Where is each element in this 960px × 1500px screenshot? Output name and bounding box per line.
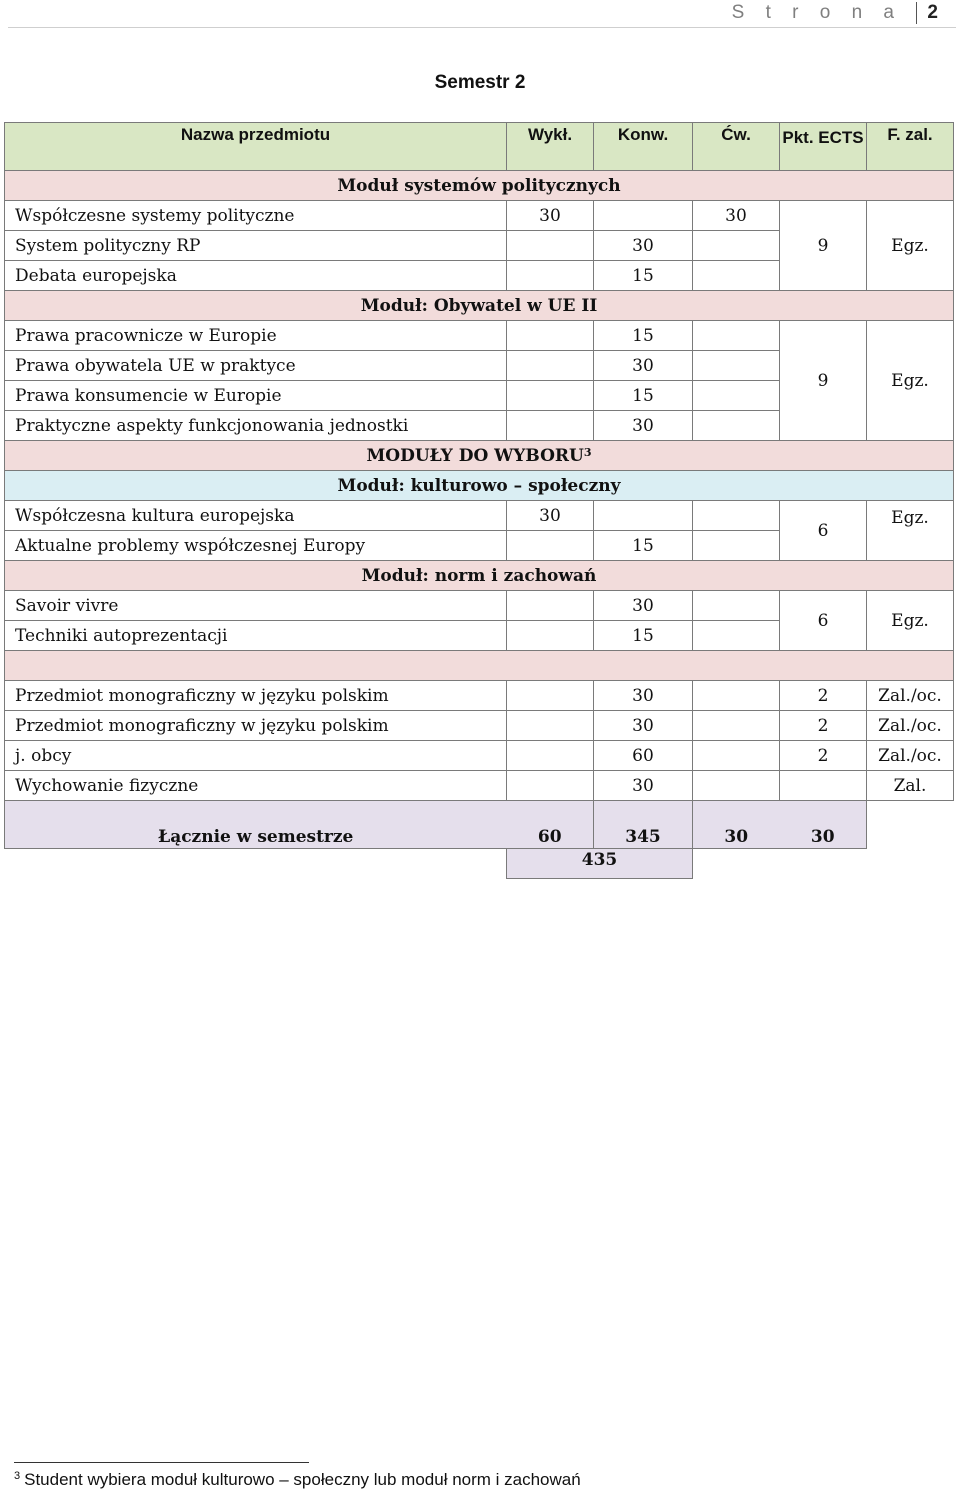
- wykl-cell: [507, 531, 594, 561]
- ects-cell: 9: [780, 321, 867, 441]
- table-row: [5, 591, 954, 621]
- konw-cell: 15: [594, 621, 693, 651]
- cw-cell: [693, 381, 780, 411]
- wykl-cell: [507, 711, 594, 741]
- footnote-mark: 3: [14, 1470, 21, 1482]
- subject-name: Współczesne systemy polityczne: [5, 201, 507, 231]
- wykl-cell: [507, 681, 594, 711]
- section-title: Moduł: norm i zachowań: [5, 561, 954, 591]
- wykl-cell: [507, 351, 594, 381]
- table-header-row: [5, 123, 954, 171]
- table-row: [5, 501, 954, 531]
- ects-cell: 2: [780, 741, 867, 771]
- subject-name: Praktyczne aspekty funkcjonowania jednostki: [5, 411, 507, 441]
- page-title: Semestr 2: [434, 72, 526, 93]
- footnote: [14, 1470, 581, 1490]
- section-title: Moduł: kulturowo – społeczny: [5, 471, 954, 501]
- section-title: Moduł systemów politycznych: [5, 171, 954, 201]
- ects-cell: 2: [780, 711, 867, 741]
- page-header: [0, 0, 960, 30]
- cw-cell: 30: [693, 201, 780, 231]
- cw-cell: [693, 531, 780, 561]
- wykl-cell: [507, 591, 594, 621]
- konw-cell: 30: [594, 591, 693, 621]
- konw-cell: 15: [594, 321, 693, 351]
- col-header-cw: Ćw.: [693, 123, 780, 171]
- ects-cell: 2: [780, 681, 867, 711]
- subject-name: Przedmiot monograficzny w języku polskim: [5, 681, 507, 711]
- totals-row: [5, 801, 954, 849]
- fzal-cell: Zal./oc.: [867, 681, 954, 711]
- konw-cell: [594, 501, 693, 531]
- subject-name: Wychowanie fizyczne: [5, 771, 507, 801]
- section-row: [5, 561, 954, 591]
- wykl-cell: [507, 411, 594, 441]
- table-row: [5, 711, 954, 741]
- konw-cell: 30: [594, 771, 693, 801]
- konw-cell: 15: [594, 261, 693, 291]
- konw-cell: 30: [594, 231, 693, 261]
- subject-name: Prawa konsumencie w Europie: [5, 381, 507, 411]
- curriculum-table: [4, 122, 954, 879]
- footnote-divider: [14, 1462, 309, 1463]
- footnote-ref: 3: [583, 445, 592, 459]
- wykl-cell: [507, 321, 594, 351]
- section-title: Moduł: Obywatel w UE II: [5, 291, 954, 321]
- elective-modules-title: MODUŁY DO WYBORU: [366, 445, 584, 466]
- wykl-cell: [507, 231, 594, 261]
- wykl-cell: [507, 381, 594, 411]
- blank-section: [5, 651, 954, 681]
- totals-sum-row: [5, 849, 954, 879]
- ects-cell: 9: [780, 201, 867, 291]
- cw-cell: [693, 741, 780, 771]
- konw-cell: 30: [594, 411, 693, 441]
- page-label: S t r o n a: [731, 2, 902, 23]
- totals-wykl: 60: [507, 801, 594, 849]
- wykl-cell: [507, 741, 594, 771]
- ects-cell: 6: [780, 501, 867, 561]
- cw-cell: [693, 501, 780, 531]
- table-row: [5, 321, 954, 351]
- section-row: [5, 291, 954, 321]
- subject-name: Debata europejska: [5, 261, 507, 291]
- cw-cell: [693, 351, 780, 381]
- footnote-text: Student wybiera moduł kulturowo – społeczny lub moduł norm i zachowań: [24, 1470, 581, 1489]
- col-header-konw: Konw.: [594, 123, 693, 171]
- konw-cell: 15: [594, 531, 693, 561]
- table-row: [5, 741, 954, 771]
- table-row: [5, 201, 954, 231]
- subject-name: Prawa obywatela UE w praktyce: [5, 351, 507, 381]
- fzal-cell: Egz.: [867, 321, 954, 441]
- subject-name: Techniki autoprezentacji: [5, 621, 507, 651]
- cw-cell: [693, 711, 780, 741]
- subject-name: Przedmiot monograficzny w języku polskim: [5, 711, 507, 741]
- col-header-wykl: Wykł.: [507, 123, 594, 171]
- fzal-cell: Zal.: [867, 771, 954, 801]
- fzal-cell: Egz.: [867, 501, 954, 561]
- section-title: [5, 441, 954, 471]
- col-header-ects: Pkt. ECTS: [780, 123, 867, 171]
- konw-cell: [594, 201, 693, 231]
- cw-cell: [693, 231, 780, 261]
- cw-cell: [693, 681, 780, 711]
- konw-cell: 30: [594, 681, 693, 711]
- konw-cell: 30: [594, 711, 693, 741]
- subject-name: Prawa pracownicze w Europie: [5, 321, 507, 351]
- subject-name: Aktualne problemy współczesnej Europy: [5, 531, 507, 561]
- cw-cell: [693, 321, 780, 351]
- subject-name: Savoir vivre: [5, 591, 507, 621]
- col-header-fzal: F. zal.: [867, 123, 954, 171]
- section-row: [5, 471, 954, 501]
- fzal-cell: Egz.: [867, 201, 954, 291]
- subject-name: j. obcy: [5, 741, 507, 771]
- fzal-cell: Egz.: [867, 591, 954, 651]
- wykl-cell: 30: [507, 501, 594, 531]
- section-row: [5, 171, 954, 201]
- cw-cell: [693, 261, 780, 291]
- totals-cw: 30: [693, 801, 780, 849]
- totals-label: Łącznie w semestrze: [5, 801, 507, 849]
- cw-cell: [693, 771, 780, 801]
- section-row: [5, 651, 954, 681]
- wykl-cell: 30: [507, 201, 594, 231]
- header-divider: [8, 27, 956, 28]
- wykl-cell: [507, 261, 594, 291]
- ects-cell: [780, 771, 867, 801]
- page-number: 2: [916, 2, 938, 24]
- fzal-cell: Zal./oc.: [867, 741, 954, 771]
- ects-cell: 6: [780, 591, 867, 651]
- subject-name: Współczesna kultura europejska: [5, 501, 507, 531]
- subject-name: System polityczny RP: [5, 231, 507, 261]
- table-row: [5, 681, 954, 711]
- cw-cell: [693, 591, 780, 621]
- totals-sum: 435: [507, 849, 693, 879]
- table-row: [5, 771, 954, 801]
- col-header-name: Nazwa przedmiotu: [5, 123, 507, 171]
- totals-ects: 30: [780, 801, 867, 849]
- fzal-cell: Zal./oc.: [867, 711, 954, 741]
- cw-cell: [693, 621, 780, 651]
- wykl-cell: [507, 771, 594, 801]
- konw-cell: 30: [594, 351, 693, 381]
- section-row: [5, 441, 954, 471]
- cw-cell: [693, 411, 780, 441]
- wykl-cell: [507, 621, 594, 651]
- totals-konw: 345: [594, 801, 693, 849]
- konw-cell: 60: [594, 741, 693, 771]
- konw-cell: 15: [594, 381, 693, 411]
